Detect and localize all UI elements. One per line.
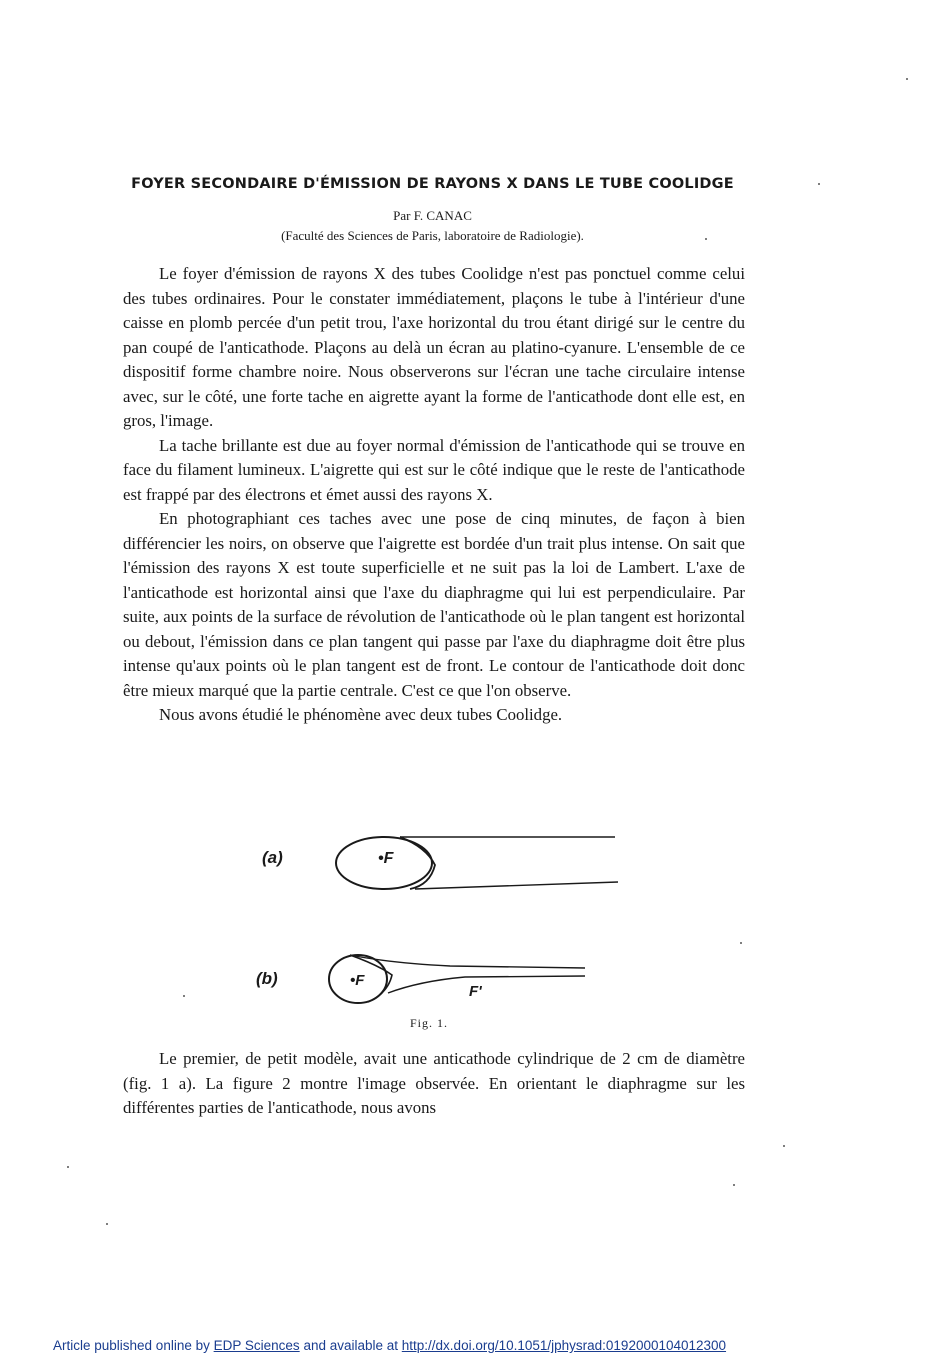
footer-prefix: Article published online by [53,1338,210,1353]
article-author: Par F. CANAC [393,208,472,223]
figure-1 [250,825,630,1035]
footer [53,1338,726,1353]
figure-1-drawing [250,825,630,1035]
focus-label-b: •F [350,972,365,989]
paragraph: La tache brillante est due au foyer normal d'émission de l'anticathode qui se trouve en face du filament lumineux. L'aigrette qui est sur le côté indique que le reste de l'anticathode est frappé par des électrons et émet aussi des rayons X. [123,435,745,504]
anticathode-a-bottom-edge [415,882,618,889]
article-body-top [123,262,745,728]
figure-label-a: (a) [262,848,283,867]
paragraph: Nous avons étudié le phénomène avec deux tubes Coolidge. [159,705,563,724]
scan-speck [67,1166,69,1168]
footer-middle: and available at [303,1338,399,1353]
article-body-bottom [123,1047,745,1121]
paragraph: Le foyer d'émission de rayons X des tubes Coolidge n'est pas ponctuel comme celui des tubes ordinaires. Pour le constater immédiatement, plaçons le tube à l'intérieur d'une caisse en plomb percée d'un petit trou, l'axe horizontal du trou étant dirigé sur le centre du pan coupé de l'anticathode. Plaçons au delà un écran au platino-cyanure. L'ensemble de ce dispositif forme chambre noire. Nous observerons sur l'écran une tache circulaire intense avec, sur le côté, une forte tache en aigrette ayant la forme de l'anticathode dont elle est, en gros, l'image. [123,264,745,430]
anticathode-b-top-edge [350,955,585,968]
scan-speck [818,183,820,185]
paragraph: En photographiant ces taches avec une pose de cinq minutes, de façon à bien différencier les noirs, on observe que l'aigrette est bordée d'un trait plus intense. On sait que l'émission des rayons X est toute superficielle et ne suit pas la loi de Lambert. L'axe de l'anticathode est horizontal ainsi que l'axe du diaphragme qui lui est perpendiculaire. Par suite, aux points de la surface de révolution de l'anticathode où le plan tangent est horizontal ou debout, l'émission dans ce plan tangent qui passe par l'axe du diaphragme doit être plus intense qu'aux points où le plan tangent est de front. Le contour de l'anticathode doit donc être mieux marqué que la partie centrale. C'est ce que l'on observe. [123,509,745,700]
paragraph: Le premier, de petit modèle, avait une anticathode cylindrique de 2 cm de diamètre (fig. 1 a). La figure 2 montre l'image observée. En orientant le diaphragme sur les différentes parties de l'anticathode, nous avons [123,1049,745,1117]
scan-speck [183,995,185,997]
scan-speck [705,238,707,240]
publisher-link[interactable]: EDP Sciences [213,1338,300,1353]
scan-speck [783,1145,785,1147]
figure-caption: Fig. 1. [410,1016,449,1030]
doi-link[interactable]: http://dx.doi.org/10.1051/jphysrad:0192000104012300 [401,1338,727,1353]
scan-speck [733,1184,735,1186]
article-affiliation: (Faculté des Sciences de Paris, laboratoire de Radiologie). [281,228,584,243]
anticathode-b-bottom-edge [388,976,585,993]
scan-speck [106,1223,108,1225]
article-title: FOYER SECONDAIRE D'ÉMISSION DE RAYONS X DANS LE TUBE COOLIDGE [131,176,734,192]
focus-label-a: •F [378,850,394,867]
scan-speck [740,942,742,944]
figure-label-b: (b) [256,969,278,988]
scan-speck [906,78,908,80]
secondary-focus-label: F' [469,983,482,1000]
